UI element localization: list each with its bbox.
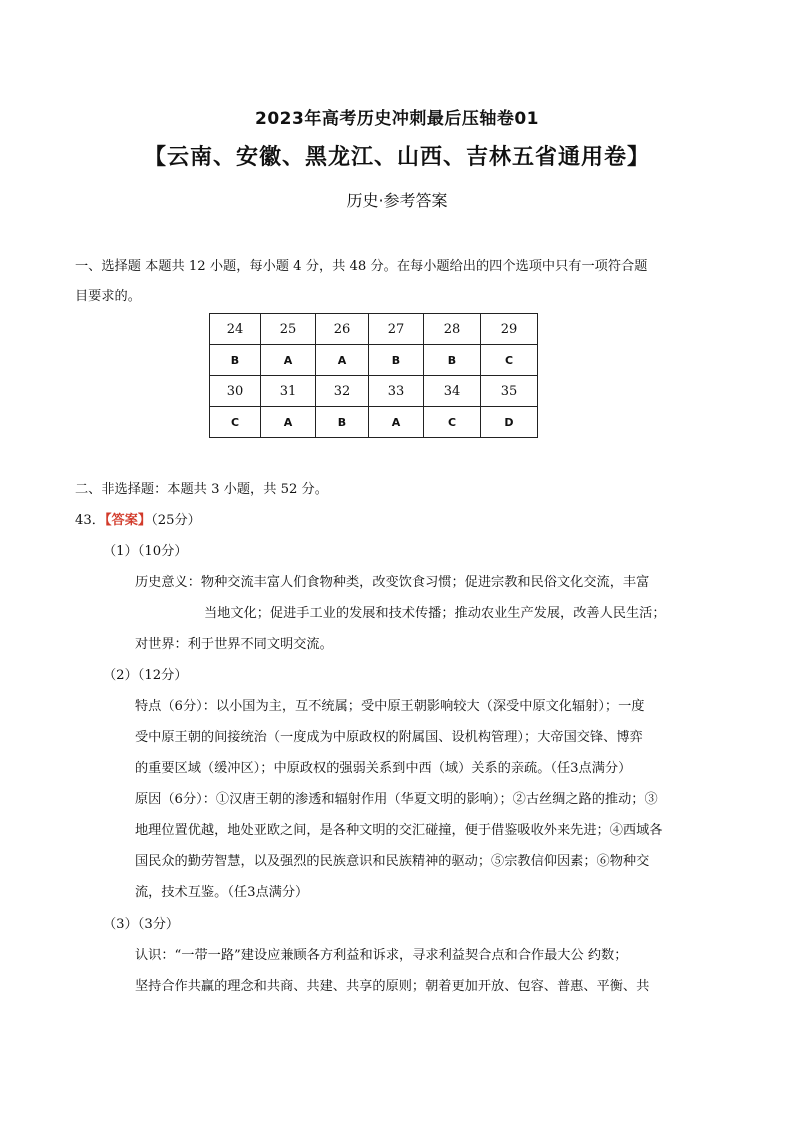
part1-instructions: 一、选择题 本题共 12 小题，每小题 4 分，共 48 分。在每小题给出的四个选项中只有一项符合题 — [75, 259, 648, 274]
answer-line: 认识：“一带一路”建设应兼顾各方利益和诉求，寻求利益契合点和合作最大公 约数； — [135, 948, 628, 963]
table-row — [210, 345, 538, 376]
table-cell: B — [369, 345, 424, 376]
sub-question-2-heading: （2）（12分） — [103, 668, 188, 683]
table-cell: 32 — [316, 376, 369, 407]
answer-line: 坚持合作共赢的理念和共商、共建、共享的原则；朝着更加开放、包容、普惠、平衡、共 — [135, 979, 650, 994]
answer-line: 当地文化；促进手工业的发展和技术传播；推动农业生产发展，改善人民生活； — [204, 606, 666, 621]
table-cell: A — [261, 345, 316, 376]
answer-tag: 【答案】 — [104, 513, 152, 528]
exam-title: 2023年高考历史冲刺最后压轴卷01 — [255, 109, 539, 129]
table-cell: 34 — [424, 376, 481, 407]
exam-subtitle: 【云南、安徽、黑龙江、山西、吉林五省通用卷】 — [143, 145, 650, 170]
table-cell: 31 — [261, 376, 316, 407]
answer-line: 国民众的勤劳智慧，以及强烈的民族意识和民族精神的驱动；⑤宗教信仰因素；⑥物种交 — [135, 854, 650, 869]
table-row — [210, 376, 538, 407]
table-row — [210, 314, 538, 345]
part1-instructions-cont: 目要求的。 — [75, 289, 141, 304]
table-row — [210, 407, 538, 438]
table-cell: B — [316, 407, 369, 438]
table-cell: B — [424, 345, 481, 376]
answer-line: 对世界：利于世界不同文明交流。 — [135, 637, 333, 652]
table-cell: A — [369, 407, 424, 438]
question-score: （25分） — [151, 513, 201, 528]
sub-question-1-heading: （1）（10分） — [103, 544, 188, 559]
table-cell: 33 — [369, 376, 424, 407]
table-cell: C — [481, 345, 538, 376]
sub-question-3-heading: （3）（3分） — [103, 917, 180, 932]
table-cell: A — [316, 345, 369, 376]
answer-line: 流，技术互鉴。（任3点满分） — [135, 885, 309, 900]
table-cell: 35 — [481, 376, 538, 407]
answer-key-label: 历史·参考答案 — [346, 191, 448, 210]
answer-table — [209, 313, 538, 438]
table-cell: A — [261, 407, 316, 438]
answer-line: 原因（6分）：①汉唐王朝的渗透和辐射作用（华夏文明的影响）；②古丝绸之路的推动；③ — [135, 792, 658, 807]
answer-line: 特点（6分）：以小国为主，互不统属；受中原王朝影响较大（深受中原文化辐射）；一度 — [135, 699, 645, 714]
table-cell: 26 — [316, 314, 369, 345]
answer-line: 地理位置优越，地处亚欧之间，是各种文明的交汇碰撞，便于借鉴吸收外来先进；④西域各 — [135, 823, 663, 838]
table-cell: 24 — [210, 314, 261, 345]
table-cell: C — [424, 407, 481, 438]
table-cell: D — [481, 407, 538, 438]
table-cell: B — [210, 345, 261, 376]
question-number: 43． — [75, 513, 105, 528]
table-cell: 30 — [210, 376, 261, 407]
table-cell: 28 — [424, 314, 481, 345]
answer-line: 历史意义：物种交流丰富人们食物种类，改变饮食习惯；促进宗教和民俗文化交流，丰富 — [135, 575, 650, 590]
table-cell: 27 — [369, 314, 424, 345]
table-cell: C — [210, 407, 261, 438]
part2-heading: 二、非选择题：本题共 3 小题，共 52 分。 — [75, 482, 328, 497]
table-cell: 29 — [481, 314, 538, 345]
answer-line: 受中原王朝的间接统治（一度成为中原政权的附属国、设机构管理）；大帝国交锋、博弈 — [135, 730, 643, 745]
answer-line: 的重要区域（缓冲区）；中原政权的强弱关系到中西（域）关系的亲疏。（任3点满分） — [135, 761, 632, 776]
question-43-header — [75, 511, 201, 531]
table-cell: 25 — [261, 314, 316, 345]
